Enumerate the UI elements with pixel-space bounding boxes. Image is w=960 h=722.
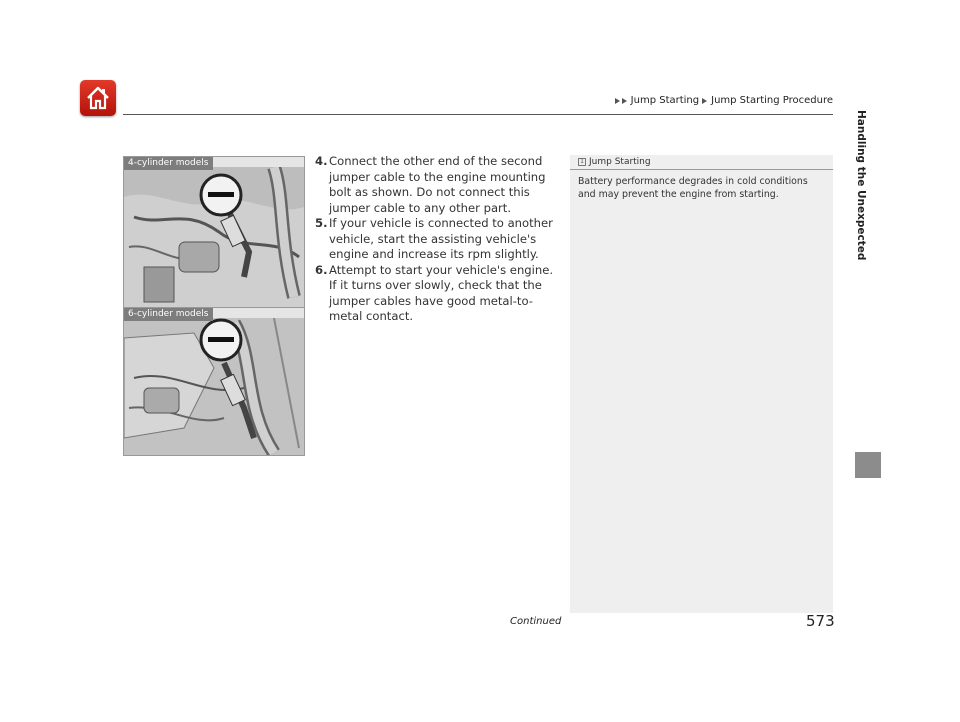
breadcrumb-item-current: Jump Starting Procedure <box>711 95 833 106</box>
breadcrumb-item[interactable]: Jump Starting <box>630 95 700 106</box>
section-tab[interactable] <box>855 452 881 478</box>
step-text: Connect the other end of the second jumper cable to the engine mounting bolt as shown. Do not connect this jumper cable to any other part. <box>329 154 546 215</box>
step-item <box>315 263 560 325</box>
page-number: 573 <box>806 612 835 630</box>
engine-illustration <box>124 308 304 455</box>
engine-figure-4-cylinder <box>123 156 305 308</box>
figure-label: 6-cylinder models <box>124 308 213 321</box>
triangle-right-icon <box>702 98 708 104</box>
note-title-text: Jump Starting <box>589 157 651 167</box>
home-icon <box>86 85 110 111</box>
section-side-label <box>855 110 869 450</box>
step-text: Attempt to start your vehicle's engine. If it turns over slowly, check that the jumper cables have good metal-to-metal contact. <box>329 262 554 323</box>
engine-illustration <box>124 157 304 307</box>
minus-sign-icon <box>208 337 234 342</box>
step-number: 5. <box>315 216 328 230</box>
continued-label: Continued <box>510 616 562 627</box>
triangle-right-icon <box>615 98 628 104</box>
home-button[interactable] <box>80 80 116 116</box>
step-text: If your vehicle is connected to another vehicle, start the assisting vehicle's engine and increase its rpm slightly. <box>329 216 553 261</box>
note-marker-icon: 1 <box>578 158 586 166</box>
step-number: 6. <box>315 262 328 277</box>
note-title[interactable] <box>578 157 651 167</box>
header-divider <box>123 114 833 115</box>
note-body: Battery performance degrades in cold conditions and may prevent the engine from starting. <box>578 176 808 200</box>
step-item <box>315 154 560 216</box>
step-number: 4. <box>315 154 328 168</box>
breadcrumb <box>615 95 833 106</box>
note-panel <box>570 155 833 613</box>
minus-sign-icon <box>208 192 234 197</box>
note-divider <box>570 169 833 170</box>
figure-label: 4-cylinder models <box>124 157 213 170</box>
engine-figure-6-cylinder <box>123 307 305 456</box>
step-item <box>315 216 560 263</box>
procedure-steps <box>315 154 560 325</box>
section-name: Handling the Unexpected <box>855 110 867 261</box>
